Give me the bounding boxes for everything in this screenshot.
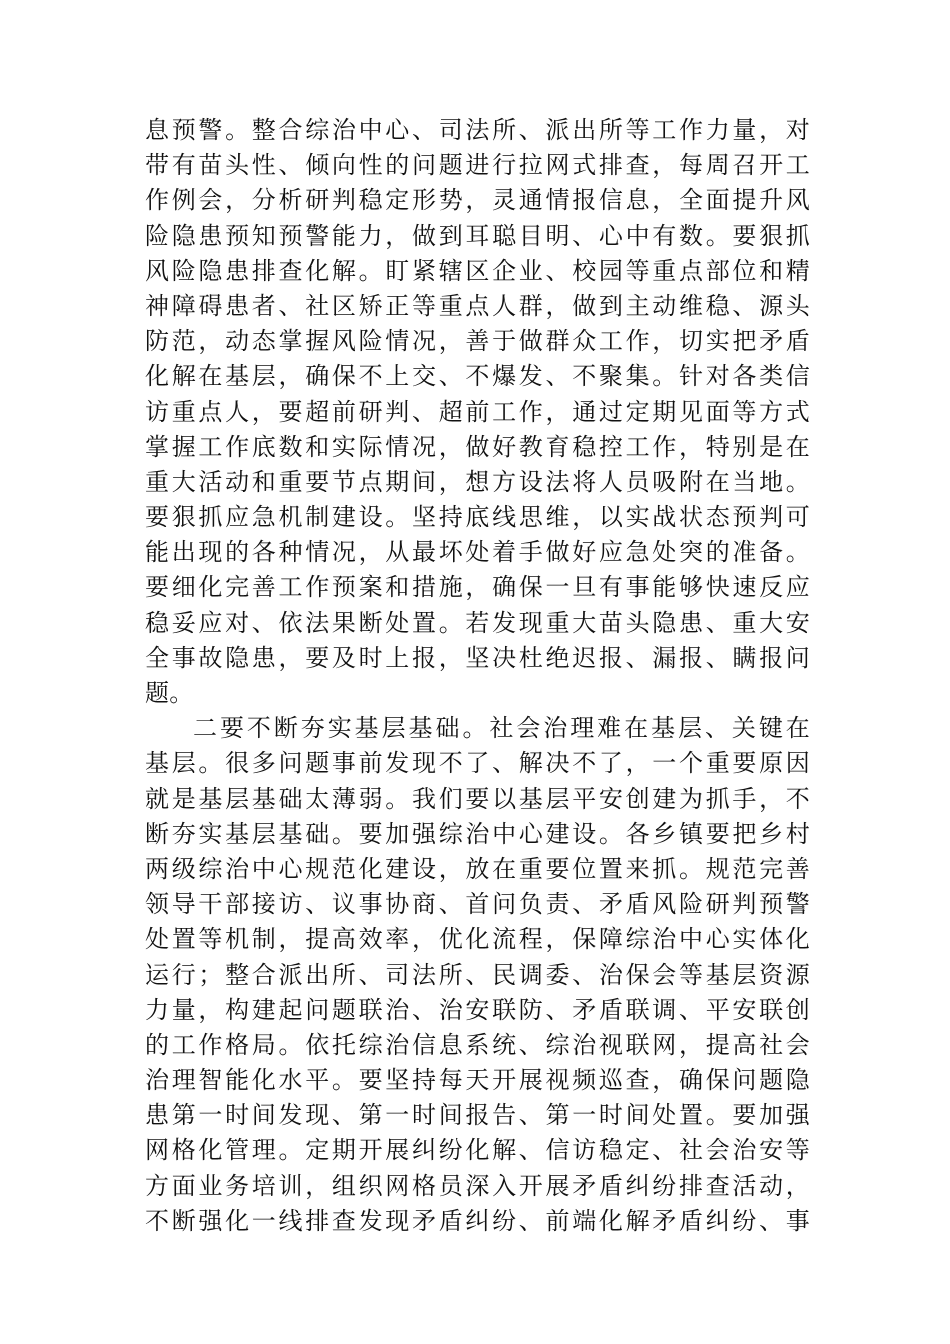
- document-body: [145, 113, 810, 1239]
- text-line: 带有苗头性、倾向性的问题进行拉网式排查，每周召开工: [145, 151, 810, 180]
- text-line: 稳妥应对、依法果断处置。若发现重大苗头隐患、重大安: [145, 608, 810, 637]
- text-line: 不断强化一线排查发现矛盾纠纷、前端化解矛盾纠纷、事: [145, 1206, 810, 1235]
- text-line: 二要不断夯实基层基础。社会治理难在基层、关键在: [193, 714, 810, 743]
- text-line: 就是基层基础太薄弱。我们要以基层平安创建为抓手，不: [145, 784, 810, 813]
- text-line: 息预警。整合综治中心、司法所、派出所等工作力量，对: [145, 116, 810, 144]
- text-line: 神障碍患者、社区矫正等重点人群，做到主动维稳、源头: [145, 291, 810, 320]
- text-line: 防范，动态掌握风险情况，善于做群众工作，切实把矛盾: [145, 327, 810, 356]
- text-line: 全事故隐患，要及时上报，坚决杜绝迟报、漏报、瞒报问: [145, 643, 810, 672]
- text-line: 掌握工作底数和实际情况，做好教育稳控工作，特别是在: [145, 432, 810, 461]
- text-line: 处置等机制，提高效率，优化流程，保障综治中心实体化: [145, 925, 810, 954]
- text-line: 风险隐患排查化解。盯紧辖区企业、校园等重点部位和精: [145, 256, 810, 285]
- paragraph-1: [145, 113, 810, 711]
- text-line: 患第一时间发现、第一时间报告、第一时间处置。要加强: [145, 1101, 810, 1130]
- text-line: 化解在基层，确保不上交、不爆发、不聚集。针对各类信: [145, 362, 810, 391]
- text-line: 两级综治中心规范化建设，放在重要位置来抓。规范完善: [145, 854, 810, 883]
- text-line: 的工作格局。依托综治信息系统、综治视联网，提高社会: [145, 1030, 810, 1059]
- text-line: 运行；整合派出所、司法所、民调委、治保会等基层资源: [145, 960, 810, 989]
- text-line: 险隐患预知预警能力，做到耳聪目明、心中有数。要狠抓: [145, 221, 810, 250]
- text-line: 访重点人，要超前研判、超前工作，通过定期见面等方式: [145, 397, 810, 426]
- text-line: 要细化完善工作预案和措施，确保一旦有事能够快速反应: [145, 573, 810, 602]
- text-line: 方面业务培训，组织网格员深入开展矛盾纠纷排查活动，: [145, 1171, 810, 1200]
- text-line: 网格化管理。定期开展纠纷化解、信访稳定、社会治安等: [145, 1136, 810, 1165]
- text-line: 题。: [145, 679, 194, 707]
- text-line: 领导干部接访、议事协商、首问负责、矛盾风险研判预警: [145, 890, 810, 919]
- text-line: 基层。很多问题事前发现不了、解决不了，一个重要原因: [145, 749, 810, 778]
- text-line: 作例会，分析研判稳定形势，灵通情报信息，全面提升风: [145, 186, 810, 215]
- text-line: 要狠抓应急机制建设。坚持底线思维，以实战状态预判可: [145, 503, 810, 532]
- text-line: 力量，构建起问题联治、治安联防、矛盾联调、平安联创: [145, 995, 810, 1024]
- text-line: 能出现的各种情况，从最坏处着手做好应急处突的准备。: [145, 538, 810, 567]
- paragraph-2: [145, 711, 810, 1239]
- text-line: 断夯实基层基础。要加强综治中心建设。各乡镇要把乡村: [145, 819, 810, 848]
- text-line: 重大活动和重要节点期间，想方设法将人员吸附在当地。: [145, 467, 810, 496]
- text-line: 治理智能化水平。要坚持每天开展视频巡查，确保问题隐: [145, 1066, 810, 1095]
